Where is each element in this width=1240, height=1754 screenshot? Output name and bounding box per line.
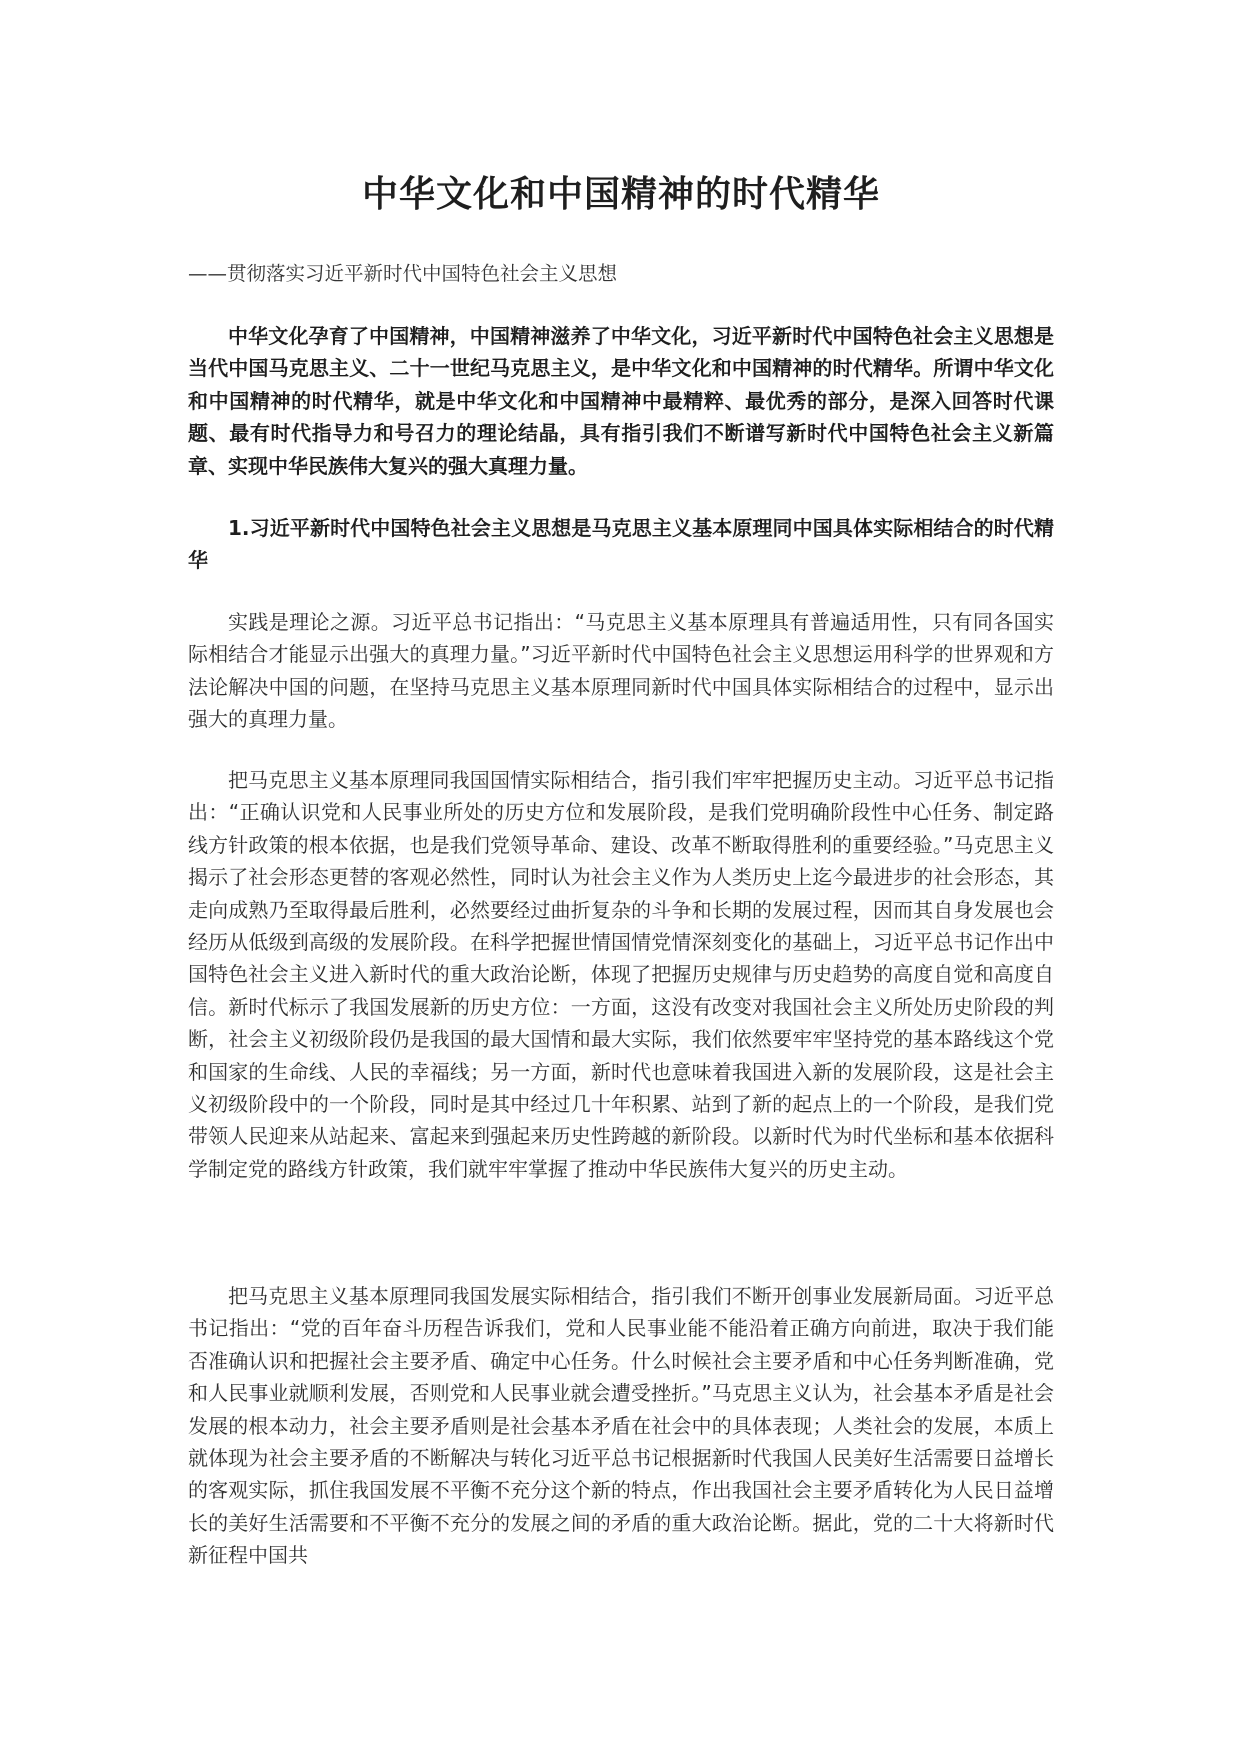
document-subtitle: ——贯彻落实习近平新时代中国特色社会主义思想 (188, 262, 618, 285)
intro-paragraph: 中华文化孕育了中国精神，中国精神滋养了中华文化，习近平新时代中国特色社会主义思想是当代中国马克思主义、二十一世纪马克思主义，是中华文化和中国精神的时代精华。所谓中华文化和中国精神的时代精华，就是中华文化和中国精神中最精粹、最优秀的部分，是深入回答时代课题、最有时代指导力和号召力的理论结晶，具有指引我们不断谱写新时代中国特色社会主义新篇章、实现中华民族伟大复兴的强大真理力量。 (188, 324, 1054, 478)
body-paragraph-1: 实践是理论之源。习近平总书记指出：“马克思主义基本原理具有普遍适用性，只有同各国实际相结合才能显示出强大的真理力量。”习近平新时代中国特色社会主义思想运用科学的世界观和方法论解决中国的问题，在坚持马克思主义基本原理同新时代中国具体实际相结合的过程中，显示出强大的真理力量。 (188, 610, 1054, 732)
document-title: 中华文化和中国精神的时代精华 (361, 174, 880, 215)
body-paragraph-3: 把马克思主义基本原理同我国发展实际相结合，指引我们不断开创事业发展新局面。习近平总书记指出：“党的百年奋斗历程告诉我们，党和人民事业能不能沿着正确方向前进，取决于我们能否准确认识和把握社会主要矛盾、确定中心任务。什么时候社会主要矛盾和中心任务判断准确，党和人民事业就顺利发展，否则党和人民事业就会遭受挫折。”马克思主义认为，社会基本矛盾是社会发展的根本动力，社会主要矛盾则是社会基本矛盾在社会中的具体表现；人类社会的发展，本质上就体现为社会主要矛盾的不断解决与转化习近平总书记根据新时代我国人民美好生活需要日益增长的客观实际，抓住我国发展不平衡不充分这个新的特点，作出我国社会主要矛盾转化为人民日益增长的美好生活需要和不平衡不充分的发展之间的矛盾的重大政治论断。据此，党的二十大将新时代新征程中国共 (188, 1284, 1054, 1568)
body-paragraph-2: 把马克思主义基本原理同我国国情实际相结合，指引我们牢牢把握历史主动。习近平总书记指出：“正确认识党和人民事业所处的历史方位和发展阶段，是我们党明确阶段性中心任务、制定路线方针政策的根本依据，也是我们党领导革命、建设、改革不断取得胜利的重要经验。”马克思主义揭示了社会形态更替的客观必然性，同时认为社会主义作为人类历史上迄今最进步的社会形态，其走向成熟乃至取得最后胜利，必然要经过曲折复杂的斗争和长期的发展过程，因而其自身发展也会经历从低级到高级的发展阶段。在科学把握世情国情党情深刻变化的基础上，习近平总书记作出中国特色社会主义进入新时代的重大政治论断，体现了把握历史规律与历史趋势的高度自觉和高度自信。新时代标示了我国发展新的历史方位：一方面，这没有改变对我国社会主义所处历史阶段的判断，社会主义初级阶段仍是我国的最大国情和最大实际，我们依然要牢牢坚持党的基本路线这个党和国家的生命线、人民的幸福线；另一方面，新时代也意味着我国进入新的发展阶段，这是社会主义初级阶段中的一个阶段，同时是其中经过几十年积累、站到了新的起点上的一个阶段，是我们党带领人民迎来从站起来、富起来到强起来历史性跨越的新阶段。以新时代为时代坐标和基本依据科学制定党的路线方针政策，我们就牢牢掌握了推动中华民族伟大复兴的历史主动。 (188, 768, 1054, 1181)
section-heading-1: 1.习近平新时代中国特色社会主义思想是马克思主义基本原理同中国具体实际相结合的时代精华 (188, 516, 1054, 573)
